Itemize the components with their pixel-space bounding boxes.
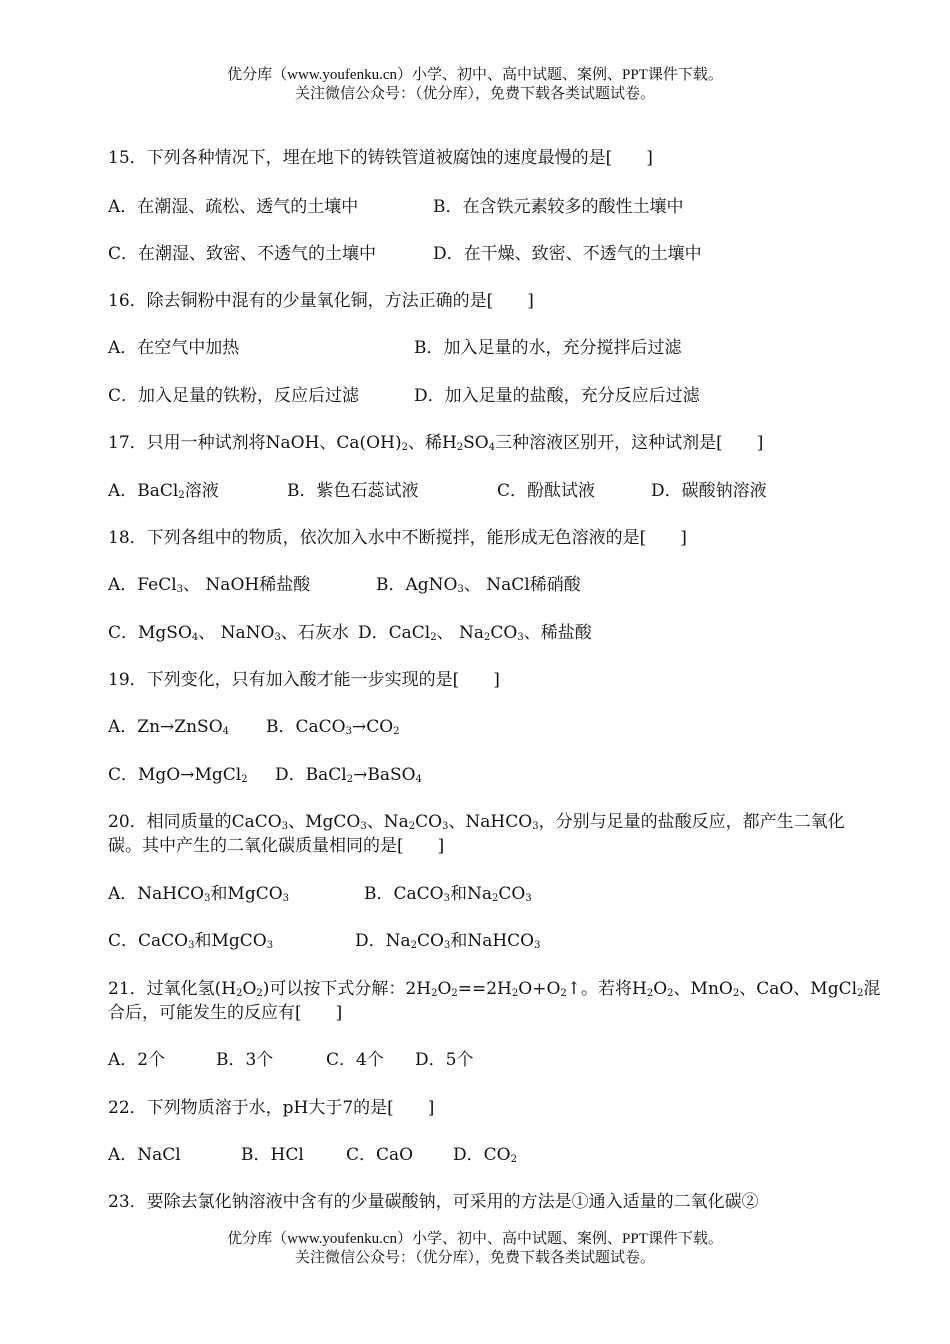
option-c: C．加入足量的铁粉，反应后过滤 <box>108 386 360 406</box>
option-d: D．5个 <box>415 1050 474 1070</box>
option-d: D．CaCl$_2$、 $Na_2CO_3$、稀盐酸 <box>358 623 592 643</box>
question-15-options-cd <box>108 243 702 265</box>
page-footer <box>0 1230 950 1268</box>
question-19-stem: 19．下列变化，只有加入酸才能一步实现的是[ ] <box>108 670 500 690</box>
question-21-options <box>108 1049 473 1071</box>
option-a: A．NaHCO$_3$和MgCO$_3$ <box>108 884 290 904</box>
option-a: A．FeCl$_3$、 NaOH稀盐酸 <box>108 575 311 595</box>
question-23-stem: 23．要除去氯化钠溶液中含有的少量碳酸钠，可采用的方法是①通入适量的二氧化碳② <box>108 1192 759 1212</box>
question-15-options-ab <box>108 196 684 218</box>
option-d: D．BaCl$_2$→BaSO$_4$ <box>275 765 422 785</box>
question-18-options-cd <box>108 622 592 644</box>
option-a: A．NaCl <box>108 1145 181 1165</box>
question-15-stem: 15．下列各种情况下，埋在地下的铸铁管道被腐蚀的速度最慢的是[ ] <box>108 148 653 168</box>
question-20-stem-line-1: 20．相同质量的CaCO$_3$、MgCO$_3$、$Na_2CO_3$、NaHCO$_3$，分别与足量的盐酸反应，都产生二氧化 <box>108 812 845 832</box>
option-c: C．MgSO$_4$、 NaNO$_3$、石灰水 <box>108 623 349 643</box>
option-a: A．BaCl$_2$溶液 <box>108 481 219 501</box>
option-c: C．CaO <box>346 1145 414 1165</box>
question-20-options-ab <box>108 883 532 905</box>
option-a: A．2个 <box>108 1050 166 1070</box>
option-c: C．MgO→MgCl$_2$ <box>108 765 248 785</box>
option-b: B．加入足量的水，充分搅拌后过滤 <box>414 338 682 358</box>
question-21-stem-line-2: 合后，可能发生的反应有[ ] <box>108 1003 343 1023</box>
option-c: C．CaCO$_3$和MgCO$_3$ <box>108 931 274 951</box>
option-b: B．在含铁元素较多的酸性土壤中 <box>433 197 684 217</box>
option-d: D．加入足量的盐酸，充分反应后过滤 <box>414 386 700 406</box>
question-19-options-ab <box>108 716 400 738</box>
question-16-options-ab <box>108 337 682 359</box>
question-18-stem: 18．下列各组中的物质，依次加入水中不断搅拌，能形成无色溶液的是[ ] <box>108 528 687 548</box>
page-header <box>0 66 950 104</box>
question-17-stem: 17．只用一种试剂将NaOH、$Ca(OH)_2$、稀$H_2SO_4$三种溶液区别开，这种试剂是[ ] <box>108 433 764 453</box>
option-c: C．在潮湿、致密、不透气的土壤中 <box>108 244 377 264</box>
option-b: B．3个 <box>216 1050 274 1070</box>
question-19-options-cd <box>108 764 422 786</box>
option-d: D．碳酸钠溶液 <box>651 481 767 501</box>
question-17-options <box>108 480 767 502</box>
option-a: A．Zn→ZnSO$_4$ <box>108 717 230 737</box>
question-22-options <box>108 1144 517 1166</box>
option-d: D．在干燥、致密、不透气的土壤中 <box>433 244 702 264</box>
option-a: A．在潮湿、疏松、透气的土壤中 <box>108 197 359 217</box>
question-16-stem: 16．除去铜粉中混有的少量氧化铜，方法正确的是[ ] <box>108 291 534 311</box>
option-d: D．$Na_2CO_3$和NaHCO$_3$ <box>355 931 541 951</box>
option-b: B．CaCO$_3$和$Na_2CO_3$ <box>364 884 532 904</box>
option-b: B．紫色石蕊试液 <box>287 481 419 501</box>
option-c: C．4个 <box>326 1050 384 1070</box>
question-16-options-cd <box>108 385 700 407</box>
option-c: C．酚酞试液 <box>497 481 596 501</box>
header-line-2: 关注微信公众号：（优分库），免费下载各类试题试卷。 <box>294 86 655 102</box>
question-21-stem-line-1: 21．过氧化氢$(H_2O_2)$可以按下式分解：$2H_2O_2==2H_2O+O_2↑$。若将$H_2O_2$、MnO$_2$、CaO、MgCl$_2$混 <box>108 979 881 999</box>
option-a: A．在空气中加热 <box>108 338 240 358</box>
header-line-1: 优分库（www.youfenku.cn）小学、初中、高中试题、案例、PPT课件下载。 <box>227 67 723 83</box>
question-20-stem-line-2: 碳。其中产生的二氧化碳质量相同的是[ ] <box>108 836 445 856</box>
option-b: B．HCl <box>241 1145 304 1165</box>
question-22-stem: 22．下列物质溶于水，pH大于7的是[ ] <box>108 1098 435 1118</box>
footer-line-1: 优分库（www.youfenku.cn）小学、初中、高中试题、案例、PPT课件下载。 <box>227 1231 723 1247</box>
option-b: B．AgNO$_3$、 NaCl稀硝酸 <box>376 575 581 595</box>
question-18-options-ab <box>108 574 581 596</box>
footer-line-2: 关注微信公众号：（优分库），免费下载各类试题试卷。 <box>294 1250 655 1266</box>
option-b: B．$CaCO_3\to CO_2$ <box>266 717 400 737</box>
option-d: D．$CO_2$ <box>453 1145 517 1165</box>
question-20-options-cd <box>108 930 541 952</box>
